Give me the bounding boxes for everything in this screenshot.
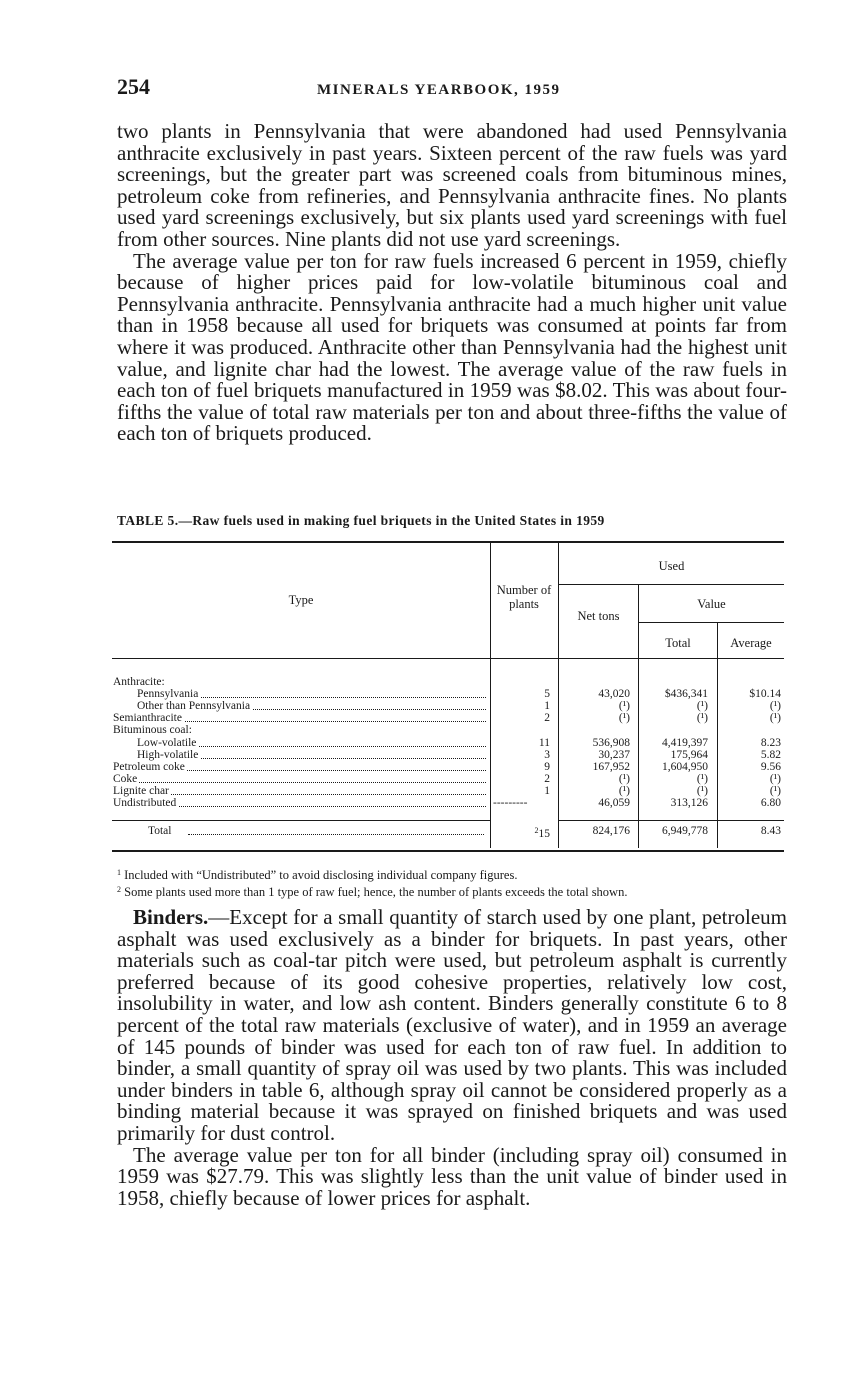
cell-plants: 1 [544,700,550,713]
row-label: Bituminous coal: [113,724,192,737]
cell-total: 313,126 [670,797,708,809]
cell-average: 8.43 [760,825,781,837]
row-label: Anthracite: [113,676,165,688]
cell-plants: 1 [544,784,550,797]
body-text-top [117,121,787,445]
cell-plants-value: 15 [538,828,550,840]
header-bottom-rule [112,658,784,659]
header-value: Value [697,597,726,611]
cell-average: (¹) [769,784,781,797]
header-used: Used [658,559,685,573]
cell-total: (¹) [696,772,708,785]
table-row [112,724,784,736]
cell-average: (¹) [769,700,781,713]
footnote-mark: 1 [117,868,121,877]
cell-average: (¹) [769,772,781,785]
paragraph-text: —Except for a small quantity of starch used by one plant, petroleum asphalt was used exclusively as a binder for briquets. In past years, other materials such as coal-tar pitch were used, but petroleum asphalt is currently preferred because of its good cohesive properties, relatively low cost, insolubility in water, and low ash content. Binders generally constitute 6 to 8 percent of the total raw materials (exclusive of water), and in 1959 an average of 145 pounds of binder was used for each ton of raw fuel. In addition to binder, a small quantity of spray oil was used by two plants. This was included under binders in table 6, although spray oil cannot be considered properly as a binding material because it was sprayed on finished briquets and was used primarily for dust control. [117,905,787,1145]
cell-total: (¹) [696,712,708,725]
cell-total: 4,419,397 [662,736,708,749]
cell-plants: 2 [544,712,550,725]
footnote [117,883,797,900]
row-label: Low-volatile [137,736,197,749]
cell-plants: 3 [544,748,550,761]
cell-total: 175,964 [670,748,708,761]
footnote-mark: 2 [117,884,121,894]
paragraph [117,907,787,1145]
cell-total: 6,949,778 [662,825,708,837]
paragraph: The average value per ton for raw fuels increased 6 percent in 1959, chiefly because of higher prices paid for low-volatile bituminous coal and Pennsylvania anthracite. Pennsylvania anthracite had a much higher unit value than in 1958 because all used for briquets was consumed at points far from where it was produced. Anthracite other than Pennsylvania had the highest unit value, and lignite char had the lowest. The average value of the raw fuels in each ton of fuel briquets manufactured in 1959 was $8.02. This was about four-fifths the value of total raw materials per ton and about three-fifths the value of each ton of briquets produced. [117,248,787,446]
row-label: Coke [113,772,138,785]
page-number: 254 [117,74,150,99]
cell-plants: 5 [544,688,550,701]
paragraph: two plants in Pennsylvania that were abandoned had used Pennsylvania anthracite exclusively in past years. Sixteen percent of the raw fuels was yard screenings, but the greater part was screened coals from bituminous mines, petroleum coke from refineries, and Pennsylvania anthracite fines. No plants used yard screenings exclusively, but six plants used yard screenings with fuel from other sources. Nine plants did not use yard screenings. [117,119,787,251]
table-row [112,676,784,688]
table-row [112,749,784,761]
cell-average: 8.23 [760,736,781,749]
table-row [112,700,784,712]
cell-average: $10.14 [749,688,781,701]
row-label: Other than Pennsylvania [137,700,251,713]
table-row [112,773,784,785]
body-text-bottom [117,907,787,1209]
header-net-tons: Net tons [577,609,620,623]
cell-average: (¹) [769,712,781,725]
section-lead: Binders. [133,905,209,929]
row-label: Undistributed [113,797,177,809]
cell-net-tons: 824,176 [592,825,630,837]
header-total: Total [665,636,691,650]
cell-average: 9.56 [760,760,781,773]
table-row [112,797,784,809]
cell-net-tons: 43,020 [598,688,630,701]
table-bottom-rule [112,850,784,852]
cell-net-tons: 46,059 [598,797,630,809]
table-footnotes [117,866,797,899]
row-label: Pennsylvania [137,688,199,701]
table-row-total [112,825,784,840]
header-type: Type [288,593,314,607]
header-rule [559,584,784,585]
raw-fuels-table [112,538,784,858]
table-caption: TABLE 5.—Raw fuels used in making fuel briquets in the United States in 1959 [117,513,605,528]
cell-plants: 11 [538,736,550,749]
cell-total: 1,604,950 [662,760,708,773]
footnote [117,866,797,883]
cell-net-tons: 536,908 [592,736,630,749]
table-top-rule [112,541,784,543]
total-rule [559,820,784,821]
table-row [112,688,784,700]
running-title: MINERALS YEARBOOK, 1959 [317,82,561,98]
table-row [112,737,784,749]
cell-average: 6.80 [760,797,781,809]
row-label: High-volatile [137,748,199,761]
table-row [112,712,784,724]
cell-plants: 2 [544,772,550,785]
row-label: Semianthracite [113,712,182,725]
cell-average: 5.82 [760,748,781,761]
cell-total: (¹) [696,700,708,713]
header-number-of-plants: Number of plants [496,583,552,611]
table-row [112,785,784,797]
cell-total: $436,341 [664,688,708,701]
footnote-text: Some plants used more than 1 type of raw fuel; hence, the number of plants exceeds the total shown. [124,884,628,899]
leader-dots [188,833,484,835]
cell-net-tons: 30,237 [598,748,630,761]
total-rule [112,820,490,821]
footnote-mark: 2 [534,826,539,835]
paragraph: The average value per ton for all binder (including spray oil) consumed in 1959 was $27.79. This was slightly less than the unit value of binder used in 1958, chiefly because of lower prices for asphalt. [117,1142,787,1210]
cell-plants: 9 [544,760,550,773]
row-label: Lignite char [113,784,169,797]
cell-net-tons: (¹) [618,700,630,713]
header-average: Average [730,636,772,650]
cell-net-tons: (¹) [618,712,630,725]
page-header [117,74,785,104]
cell-plants [492,825,550,840]
cell-net-tons: (¹) [618,772,630,785]
cell-total: (¹) [696,784,708,797]
cell-net-tons: 167,952 [592,760,630,773]
footnote-text: Included with “Undistributed” to avoid disclosing individual company figures. [124,868,518,882]
row-label: Petroleum coke [113,760,185,773]
header-rule [639,622,784,623]
row-label: Total [148,825,172,837]
cell-net-tons: (¹) [618,784,630,797]
table-row [112,761,784,773]
cell-plants: --------- [493,797,528,809]
